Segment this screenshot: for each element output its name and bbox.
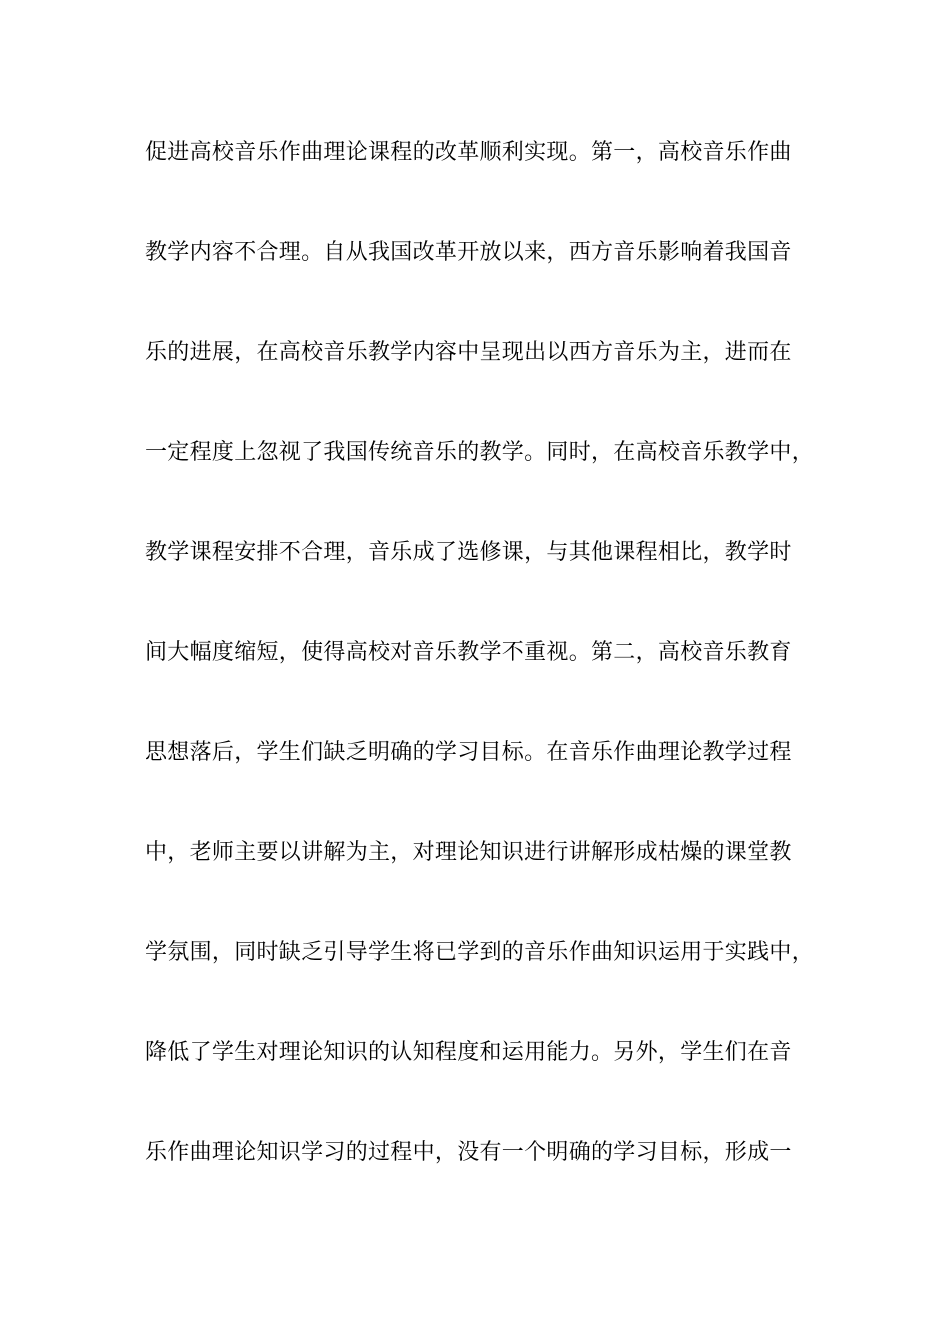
text-line: 教学内容不合理。自从我国改革开放以来，西方音乐影响着我国音: [145, 240, 792, 265]
text-line: 一定程度上忽视了我国传统音乐的教学。同时，在高校音乐教学中，: [145, 440, 815, 465]
text-line: 中，老师主要以讲解为主，对理论知识进行讲解形成枯燥的课堂教: [145, 840, 792, 865]
text-line: 乐的进展，在高校音乐教学内容中呈现出以西方音乐为主，进而在: [145, 340, 792, 365]
text-line: 间大幅度缩短，使得高校对音乐教学不重视。第二，高校音乐教育: [145, 640, 792, 665]
text-line: 学氛围，同时缺乏引导学生将已学到的音乐作曲知识运用于实践中，: [145, 940, 815, 965]
text-line: 降低了学生对理论知识的认知程度和运用能力。另外，学生们在音: [145, 1040, 792, 1065]
text-line: 思想落后，学生们缺乏明确的学习目标。在音乐作曲理论教学过程: [145, 740, 792, 765]
body-paragraph: [145, 128, 825, 1228]
text-line: 促进高校音乐作曲理论课程的改革顺利实现。第一，高校音乐作曲: [145, 140, 792, 165]
text-line: 乐作曲理论知识学习的过程中，没有一个明确的学习目标，形成一: [145, 1140, 792, 1165]
text-line: 教学课程安排不合理，音乐成了选修课，与其他课程相比，教学时: [145, 540, 792, 565]
